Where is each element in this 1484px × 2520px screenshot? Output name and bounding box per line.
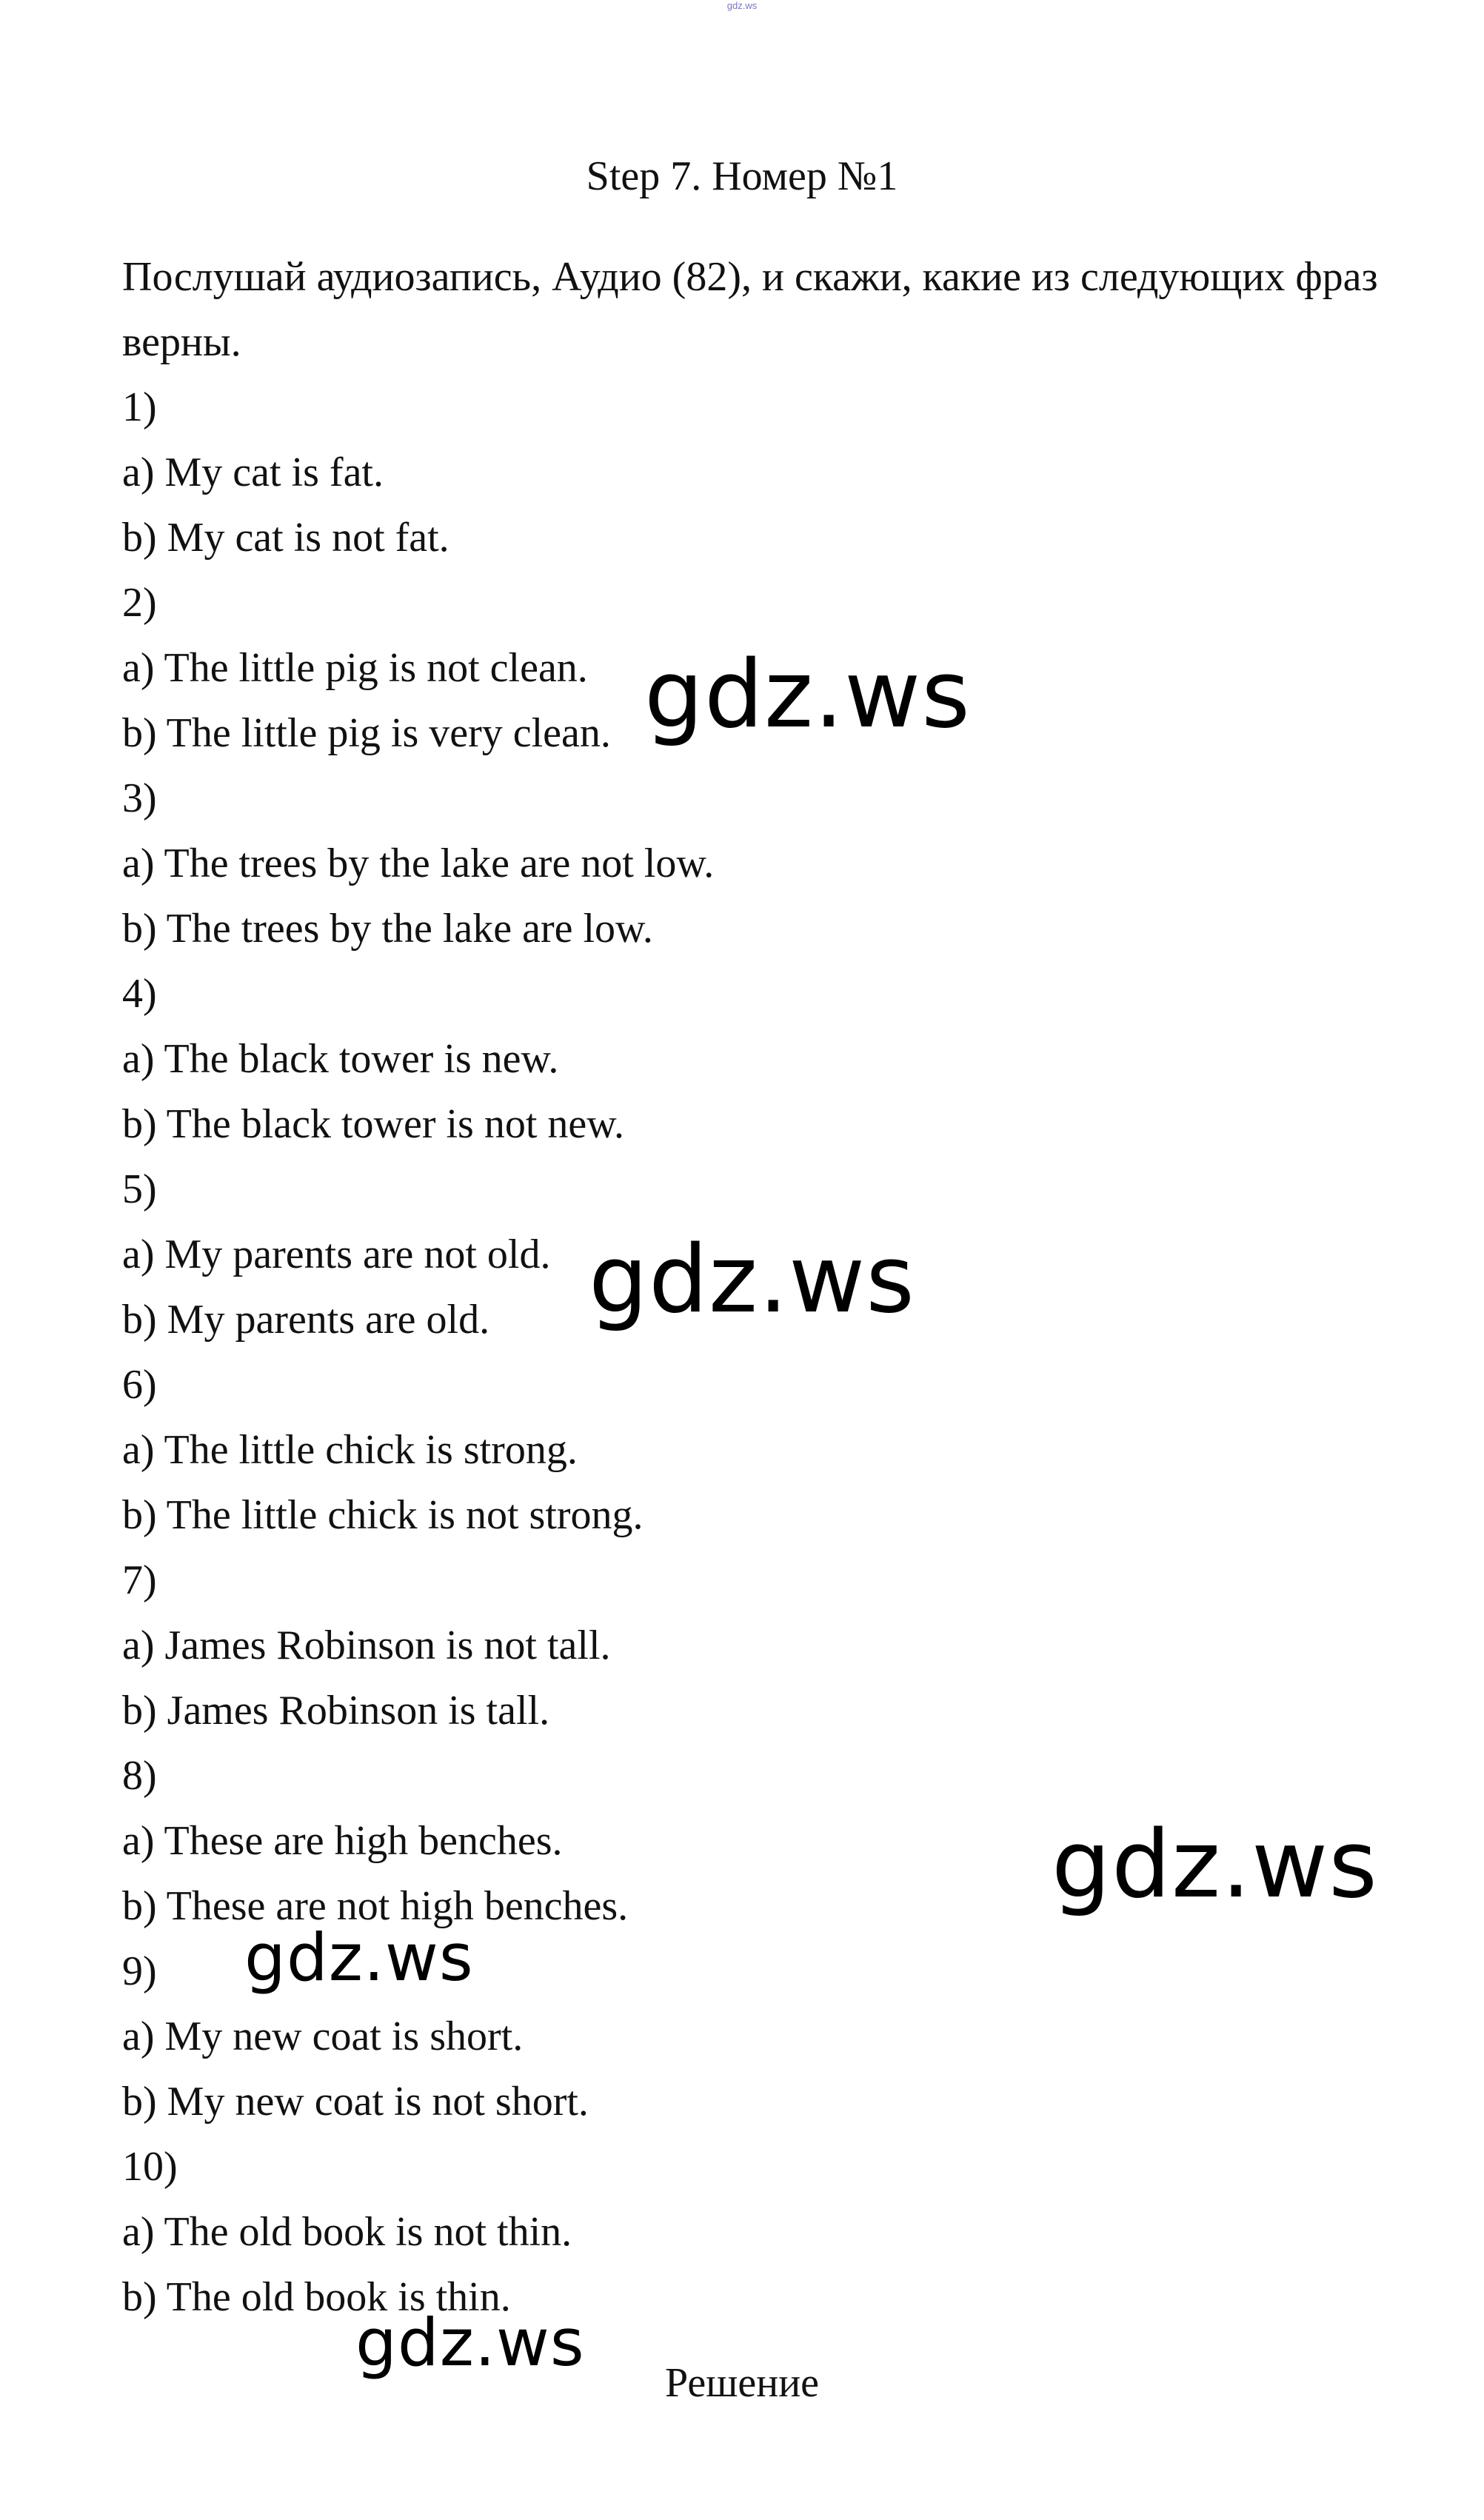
option-b: b) The old book is thin.: [122, 2274, 511, 2320]
option-b: b) The trees by the lake are low.: [122, 906, 653, 952]
question-number: 4): [122, 971, 157, 1017]
question-number: 8): [122, 1753, 157, 1799]
question-number: 2): [122, 580, 157, 626]
watermark: gdz.ws: [644, 640, 971, 749]
option-b: b) My new coat is not short.: [122, 2079, 589, 2125]
option-a: a) My parents are not old.: [122, 1231, 551, 1277]
question-number: 1): [122, 384, 157, 430]
watermark: gdz.ws: [244, 1919, 474, 1996]
option-b: b) The black tower is not new.: [122, 1101, 625, 1147]
question-number: 5): [122, 1166, 157, 1212]
question-number: 3): [122, 775, 157, 821]
option-a: a) The trees by the lake are not low.: [122, 840, 715, 886]
question-number: 6): [122, 1362, 157, 1408]
option-b: b) These are not high benches.: [122, 1883, 629, 1929]
question-number: 10): [122, 2144, 178, 2190]
option-a: a) The little chick is strong.: [122, 1427, 578, 1473]
page-title: Step 7. Номер №1: [586, 153, 898, 199]
option-a: a) James Robinson is not tall.: [122, 1622, 611, 1668]
exercise-instruction: Послушай аудиозапись, Аудио (82), и скажи, какие из следующих фраз верны.: [122, 254, 1378, 365]
option-a: a) My new coat is short.: [122, 2013, 524, 2059]
option-a: a) My cat is fat.: [122, 449, 384, 495]
question-number: 7): [122, 1557, 157, 1603]
solution-heading: Решение: [664, 2360, 820, 2406]
option-b: b) My parents are old.: [122, 1297, 490, 1343]
option-b: b) The little pig is very clean.: [122, 710, 611, 756]
option-a: a) The black tower is new.: [122, 1036, 559, 1082]
option-a: a) The little pig is not clean.: [122, 645, 588, 691]
watermark: gdz.ws: [355, 2305, 585, 2381]
option-a: a) The old book is not thin.: [122, 2209, 572, 2255]
option-b: b) The little chick is not strong.: [122, 1492, 644, 1538]
top-watermark: gdz.ws: [726, 0, 758, 11]
watermark: gdz.ws: [589, 1225, 915, 1334]
option-a: a) These are high benches.: [122, 1818, 563, 1864]
option-b: b) James Robinson is tall.: [122, 1688, 550, 1734]
watermark: gdz.ws: [1052, 1810, 1378, 1919]
option-b: b) My cat is not fat.: [122, 515, 449, 561]
question-number: 9): [122, 1948, 157, 1994]
